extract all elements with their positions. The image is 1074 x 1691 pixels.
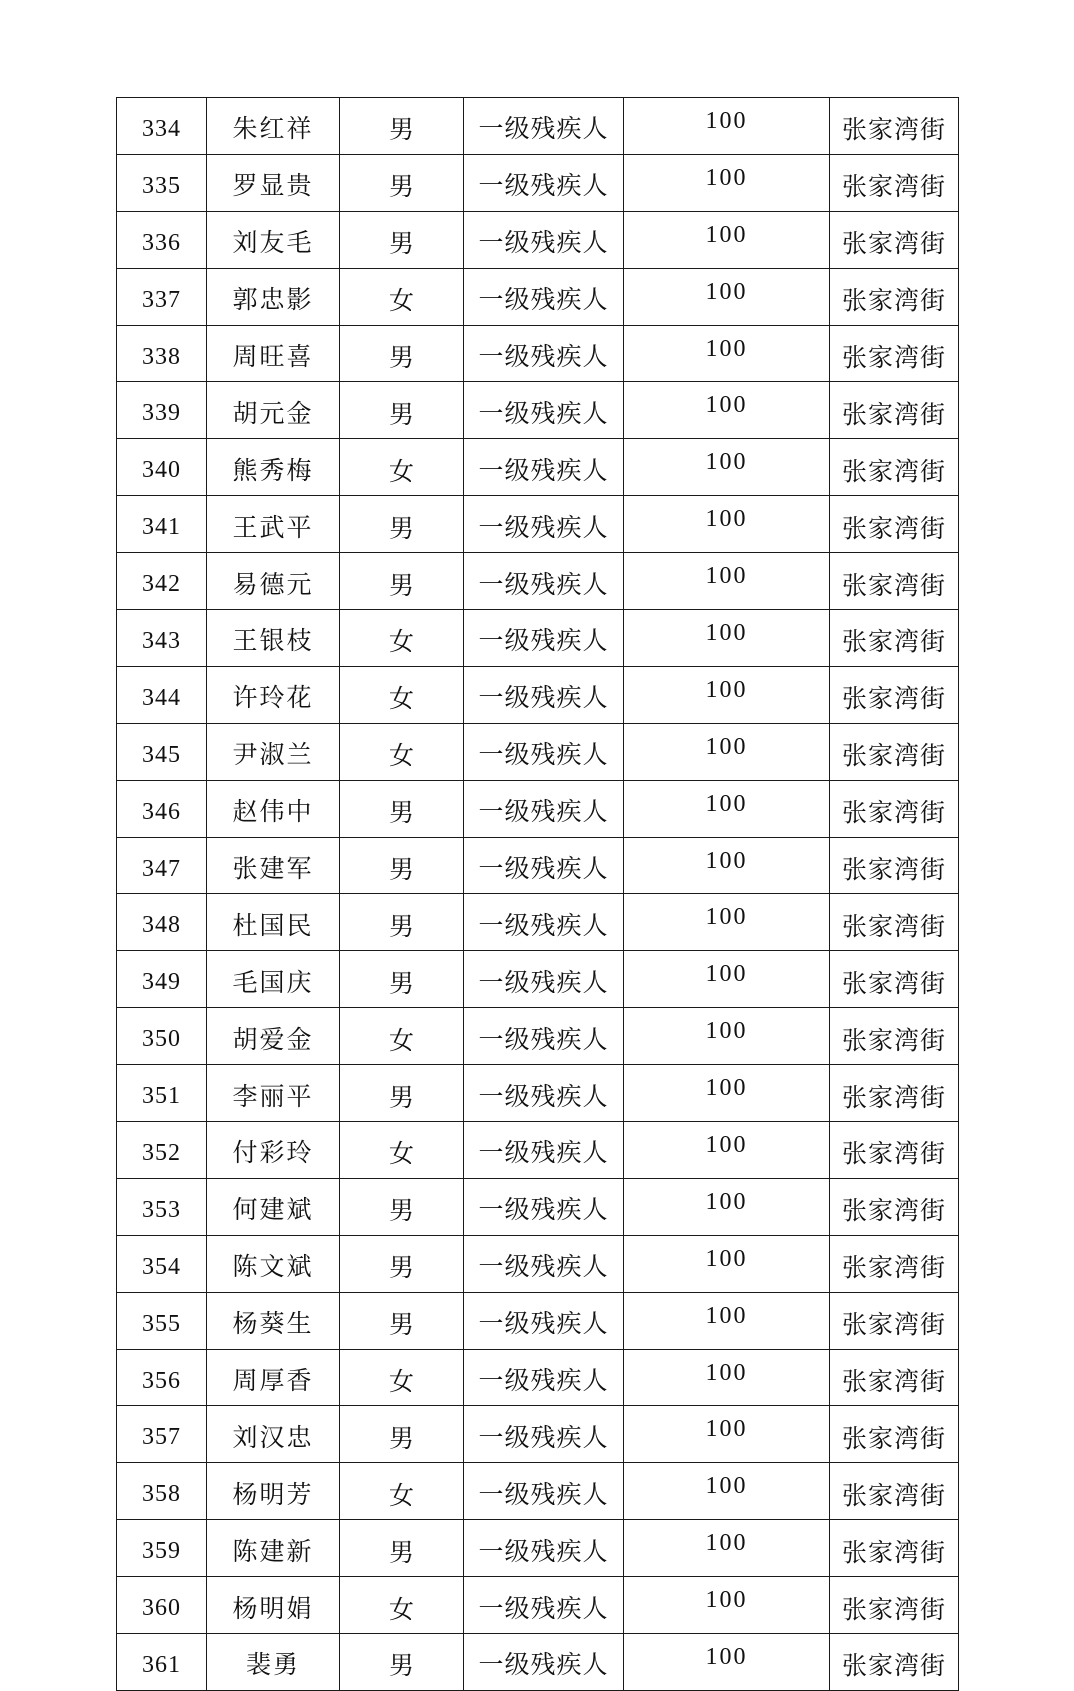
row-number-cell: 336: [117, 211, 207, 268]
name-cell: 赵伟中: [207, 780, 340, 837]
name-cell: 李丽平: [207, 1065, 340, 1122]
disability-level-cell: 一级残疾人: [464, 1463, 624, 1520]
table-row: [117, 1008, 959, 1065]
name-cell: 罗显贵: [207, 154, 340, 211]
row-number-cell: 347: [117, 837, 207, 894]
amount-cell: 100: [624, 382, 830, 439]
name-cell: 杨葵生: [207, 1292, 340, 1349]
street-cell: 张家湾街: [830, 610, 959, 667]
disability-level-cell: 一级残疾人: [464, 951, 624, 1008]
gender-cell: 男: [340, 211, 464, 268]
amount-cell: 100: [624, 1520, 830, 1577]
row-number-cell: 348: [117, 894, 207, 951]
disability-level-cell: 一级残疾人: [464, 1065, 624, 1122]
name-cell: 杨明娟: [207, 1577, 340, 1634]
name-cell: 王银枝: [207, 610, 340, 667]
row-number-cell: 334: [117, 98, 207, 155]
table-row: [117, 1463, 959, 1520]
street-cell: 张家湾街: [830, 382, 959, 439]
name-cell: 杜国民: [207, 894, 340, 951]
table-row: [117, 268, 959, 325]
street-cell: 张家湾街: [830, 894, 959, 951]
recipient-table: [116, 97, 959, 1691]
disability-level-cell: 一级残疾人: [464, 894, 624, 951]
gender-cell: 男: [340, 98, 464, 155]
street-cell: 张家湾街: [830, 1349, 959, 1406]
table-body: [117, 98, 959, 1691]
disability-level-cell: 一级残疾人: [464, 1292, 624, 1349]
disability-level-cell: 一级残疾人: [464, 1349, 624, 1406]
gender-cell: 女: [340, 1463, 464, 1520]
street-cell: 张家湾街: [830, 98, 959, 155]
disability-level-cell: 一级残疾人: [464, 325, 624, 382]
disability-level-cell: 一级残疾人: [464, 1406, 624, 1463]
row-number-cell: 359: [117, 1520, 207, 1577]
disability-level-cell: 一级残疾人: [464, 1235, 624, 1292]
table-row: [117, 1292, 959, 1349]
name-cell: 周旺喜: [207, 325, 340, 382]
row-number-cell: 360: [117, 1577, 207, 1634]
row-number-cell: 355: [117, 1292, 207, 1349]
row-number-cell: 337: [117, 268, 207, 325]
amount-cell: 100: [624, 211, 830, 268]
gender-cell: 男: [340, 1520, 464, 1577]
row-number-cell: 350: [117, 1008, 207, 1065]
amount-cell: 100: [624, 98, 830, 155]
table-row: [117, 780, 959, 837]
row-number-cell: 349: [117, 951, 207, 1008]
row-number-cell: 344: [117, 666, 207, 723]
row-number-cell: 345: [117, 723, 207, 780]
street-cell: 张家湾街: [830, 1634, 959, 1691]
disability-level-cell: 一级残疾人: [464, 780, 624, 837]
amount-cell: 100: [624, 951, 830, 1008]
table-row: [117, 666, 959, 723]
table-row: [117, 894, 959, 951]
disability-level-cell: 一级残疾人: [464, 1122, 624, 1179]
name-cell: 王武平: [207, 496, 340, 553]
gender-cell: 女: [340, 268, 464, 325]
gender-cell: 男: [340, 894, 464, 951]
table-row: [117, 382, 959, 439]
name-cell: 陈建新: [207, 1520, 340, 1577]
disability-level-cell: 一级残疾人: [464, 382, 624, 439]
row-number-cell: 361: [117, 1634, 207, 1691]
gender-cell: 男: [340, 780, 464, 837]
gender-cell: 女: [340, 1577, 464, 1634]
row-number-cell: 338: [117, 325, 207, 382]
name-cell: 易德元: [207, 553, 340, 610]
street-cell: 张家湾街: [830, 1577, 959, 1634]
disability-level-cell: 一级残疾人: [464, 610, 624, 667]
street-cell: 张家湾街: [830, 1065, 959, 1122]
disability-level-cell: 一级残疾人: [464, 211, 624, 268]
row-number-cell: 339: [117, 382, 207, 439]
name-cell: 朱红祥: [207, 98, 340, 155]
disability-level-cell: 一级残疾人: [464, 268, 624, 325]
name-cell: 陈文斌: [207, 1235, 340, 1292]
gender-cell: 女: [340, 1122, 464, 1179]
table-row: [117, 211, 959, 268]
disability-level-cell: 一级残疾人: [464, 154, 624, 211]
gender-cell: 女: [340, 439, 464, 496]
street-cell: 张家湾街: [830, 268, 959, 325]
amount-cell: 100: [624, 1122, 830, 1179]
name-cell: 刘汉忠: [207, 1406, 340, 1463]
disability-level-cell: 一级残疾人: [464, 1634, 624, 1691]
amount-cell: 100: [624, 1349, 830, 1406]
disability-level-cell: 一级残疾人: [464, 723, 624, 780]
row-number-cell: 353: [117, 1178, 207, 1235]
street-cell: 张家湾街: [830, 325, 959, 382]
table-row: [117, 1349, 959, 1406]
name-cell: 刘友毛: [207, 211, 340, 268]
table-row: [117, 1122, 959, 1179]
table-row: [117, 98, 959, 155]
disability-level-cell: 一级残疾人: [464, 98, 624, 155]
table-row: [117, 1634, 959, 1691]
street-cell: 张家湾街: [830, 553, 959, 610]
gender-cell: 男: [340, 1292, 464, 1349]
row-number-cell: 354: [117, 1235, 207, 1292]
row-number-cell: 357: [117, 1406, 207, 1463]
amount-cell: 100: [624, 666, 830, 723]
table-row: [117, 154, 959, 211]
disability-level-cell: 一级残疾人: [464, 439, 624, 496]
street-cell: 张家湾街: [830, 439, 959, 496]
street-cell: 张家湾街: [830, 1008, 959, 1065]
amount-cell: 100: [624, 154, 830, 211]
table-row: [117, 439, 959, 496]
gender-cell: 男: [340, 154, 464, 211]
gender-cell: 男: [340, 382, 464, 439]
table-row: [117, 1235, 959, 1292]
street-cell: 张家湾街: [830, 211, 959, 268]
amount-cell: 100: [624, 837, 830, 894]
row-number-cell: 346: [117, 780, 207, 837]
gender-cell: 男: [340, 1406, 464, 1463]
table-row: [117, 553, 959, 610]
street-cell: 张家湾街: [830, 1406, 959, 1463]
gender-cell: 男: [340, 1235, 464, 1292]
disability-level-cell: 一级残疾人: [464, 1577, 624, 1634]
table-row: [117, 1178, 959, 1235]
row-number-cell: 351: [117, 1065, 207, 1122]
street-cell: 张家湾街: [830, 1178, 959, 1235]
street-cell: 张家湾街: [830, 666, 959, 723]
name-cell: 胡爱金: [207, 1008, 340, 1065]
disability-level-cell: 一级残疾人: [464, 1520, 624, 1577]
name-cell: 熊秀梅: [207, 439, 340, 496]
row-number-cell: 352: [117, 1122, 207, 1179]
amount-cell: 100: [624, 1235, 830, 1292]
street-cell: 张家湾街: [830, 1463, 959, 1520]
street-cell: 张家湾街: [830, 1520, 959, 1577]
disability-level-cell: 一级残疾人: [464, 496, 624, 553]
gender-cell: 女: [340, 610, 464, 667]
amount-cell: 100: [624, 1008, 830, 1065]
table-row: [117, 610, 959, 667]
name-cell: 何建斌: [207, 1178, 340, 1235]
amount-cell: 100: [624, 1634, 830, 1691]
amount-cell: 100: [624, 1178, 830, 1235]
name-cell: 胡元金: [207, 382, 340, 439]
amount-cell: 100: [624, 610, 830, 667]
disability-level-cell: 一级残疾人: [464, 1008, 624, 1065]
amount-cell: 100: [624, 268, 830, 325]
amount-cell: 100: [624, 439, 830, 496]
street-cell: 张家湾街: [830, 837, 959, 894]
amount-cell: 100: [624, 1577, 830, 1634]
name-cell: 付彩玲: [207, 1122, 340, 1179]
amount-cell: 100: [624, 1463, 830, 1520]
table-row: [117, 1065, 959, 1122]
table-row: [117, 1520, 959, 1577]
street-cell: 张家湾街: [830, 1235, 959, 1292]
street-cell: 张家湾街: [830, 951, 959, 1008]
amount-cell: 100: [624, 723, 830, 780]
table-row: [117, 837, 959, 894]
disability-level-cell: 一级残疾人: [464, 837, 624, 894]
table-row: [117, 325, 959, 382]
disability-level-cell: 一级残疾人: [464, 666, 624, 723]
street-cell: 张家湾街: [830, 496, 959, 553]
street-cell: 张家湾街: [830, 723, 959, 780]
gender-cell: 男: [340, 553, 464, 610]
gender-cell: 女: [340, 723, 464, 780]
name-cell: 张建军: [207, 837, 340, 894]
row-number-cell: 343: [117, 610, 207, 667]
table-row: [117, 1406, 959, 1463]
amount-cell: 100: [624, 553, 830, 610]
name-cell: 周厚香: [207, 1349, 340, 1406]
gender-cell: 女: [340, 1349, 464, 1406]
name-cell: 郭忠影: [207, 268, 340, 325]
name-cell: 毛国庆: [207, 951, 340, 1008]
amount-cell: 100: [624, 496, 830, 553]
gender-cell: 男: [340, 951, 464, 1008]
disability-level-cell: 一级残疾人: [464, 553, 624, 610]
street-cell: 张家湾街: [830, 154, 959, 211]
amount-cell: 100: [624, 1292, 830, 1349]
name-cell: 尹淑兰: [207, 723, 340, 780]
gender-cell: 男: [340, 837, 464, 894]
table-row: [117, 723, 959, 780]
street-cell: 张家湾街: [830, 780, 959, 837]
row-number-cell: 340: [117, 439, 207, 496]
amount-cell: 100: [624, 325, 830, 382]
gender-cell: 男: [340, 1634, 464, 1691]
table-row: [117, 951, 959, 1008]
gender-cell: 女: [340, 1008, 464, 1065]
gender-cell: 男: [340, 1178, 464, 1235]
amount-cell: 100: [624, 1406, 830, 1463]
amount-cell: 100: [624, 894, 830, 951]
row-number-cell: 341: [117, 496, 207, 553]
row-number-cell: 358: [117, 1463, 207, 1520]
amount-cell: 100: [624, 1065, 830, 1122]
gender-cell: 男: [340, 496, 464, 553]
name-cell: 裴勇: [207, 1634, 340, 1691]
table-row: [117, 1577, 959, 1634]
table-row: [117, 496, 959, 553]
row-number-cell: 342: [117, 553, 207, 610]
name-cell: 许玲花: [207, 666, 340, 723]
gender-cell: 男: [340, 325, 464, 382]
row-number-cell: 335: [117, 154, 207, 211]
amount-cell: 100: [624, 780, 830, 837]
disability-level-cell: 一级残疾人: [464, 1178, 624, 1235]
name-cell: 杨明芳: [207, 1463, 340, 1520]
street-cell: 张家湾街: [830, 1292, 959, 1349]
street-cell: 张家湾街: [830, 1122, 959, 1179]
gender-cell: 男: [340, 1065, 464, 1122]
row-number-cell: 356: [117, 1349, 207, 1406]
gender-cell: 女: [340, 666, 464, 723]
